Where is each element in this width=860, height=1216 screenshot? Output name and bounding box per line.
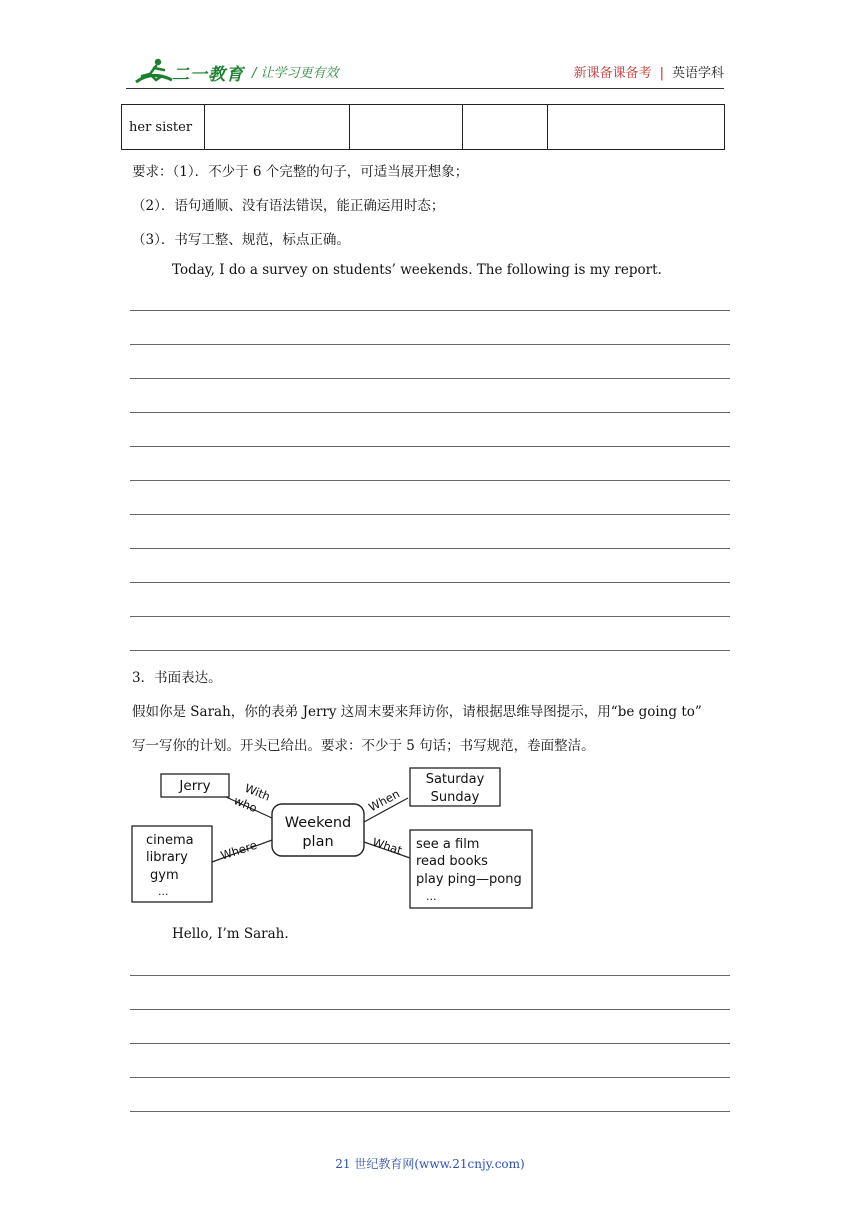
- mm-node-text: see a film: [416, 837, 480, 852]
- table-cell: [350, 105, 463, 150]
- writing-line[interactable]: [130, 378, 730, 379]
- writing-line[interactable]: [130, 1111, 730, 1112]
- mm-node-text: gym: [150, 868, 179, 883]
- writing-line[interactable]: [130, 480, 730, 481]
- mm-node-text: cinema: [146, 833, 194, 848]
- table-row: [122, 105, 725, 150]
- mm-center-text: Weekend: [284, 815, 352, 831]
- q3-title: 3．书面表达。: [132, 670, 222, 686]
- writing-line[interactable]: [130, 446, 730, 447]
- writing-line[interactable]: [130, 1043, 730, 1044]
- writing-line[interactable]: [130, 344, 730, 345]
- writing-line[interactable]: [130, 412, 730, 413]
- mm-node-text: ...: [158, 885, 169, 898]
- mm-branch-label: With: [242, 780, 273, 804]
- header-divider: [126, 88, 724, 89]
- writing-line[interactable]: [130, 310, 730, 311]
- header-separator: |: [659, 66, 664, 81]
- mm-node-text: library: [146, 850, 188, 865]
- mm-branch-label: What: [370, 834, 404, 858]
- mm-branch-label: When: [366, 786, 402, 815]
- requirement-1: 要求：（1）．不少于 6 个完整的句子，可适当展开想象；: [132, 164, 469, 180]
- writing-line[interactable]: [130, 616, 730, 617]
- subject-label: 英语学科: [671, 66, 724, 81]
- mm-node-text: play ping—pong: [416, 872, 522, 887]
- mm-node-text: Jerry: [179, 778, 211, 794]
- exam-label: 新课备课备考: [573, 66, 652, 81]
- q3-instruction-2: 写一写你的计划。开头已给出。要求：不少于 5 句话；书写规范，卷面整洁。: [132, 738, 595, 754]
- table-cell: [463, 105, 548, 150]
- mm-branch-label: Where: [218, 837, 259, 863]
- header-right: [574, 62, 724, 81]
- requirement-2: （2）．语句通顺、没有语法错误，能正确运用时态；: [132, 198, 445, 214]
- survey-table: [121, 104, 725, 150]
- footer-link[interactable]: 21 世纪教育网(www.21cnjy.com): [335, 1157, 525, 1171]
- requirement-3: （3）．书写工整、规范，标点正确。: [132, 232, 350, 248]
- writing-line[interactable]: [130, 1009, 730, 1010]
- report-opening: Today, I do a survey on students’ weekends. The following is my report.: [172, 262, 662, 278]
- q3-opening: Hello, I’m Sarah.: [172, 926, 289, 942]
- table-cell: [205, 105, 350, 150]
- logo-text: 二一教育: [172, 65, 244, 85]
- writing-line[interactable]: [130, 1077, 730, 1078]
- mm-center-text: plan: [302, 834, 334, 850]
- writing-line[interactable]: [130, 548, 730, 549]
- writing-line[interactable]: [130, 650, 730, 651]
- writing-line[interactable]: [130, 582, 730, 583]
- mm-node-text: Sunday: [430, 790, 480, 805]
- weekend-mindmap: [128, 762, 540, 914]
- q3-instruction-1: 假如你是 Sarah，你的表弟 Jerry 这周末要来拜访你，请根据思维导图提示，用“be going to”: [132, 704, 702, 720]
- mm-node-text: Saturday: [425, 772, 485, 787]
- table-cell: her sister: [122, 105, 205, 150]
- writing-line[interactable]: [130, 975, 730, 976]
- mm-node-text: read books: [416, 854, 488, 869]
- slogan: / 让学习更有效: [252, 66, 339, 81]
- mm-node-text: ...: [426, 890, 437, 903]
- writing-line[interactable]: [130, 514, 730, 515]
- table-cell: [548, 105, 725, 150]
- mm-branch-label: who: [231, 793, 260, 816]
